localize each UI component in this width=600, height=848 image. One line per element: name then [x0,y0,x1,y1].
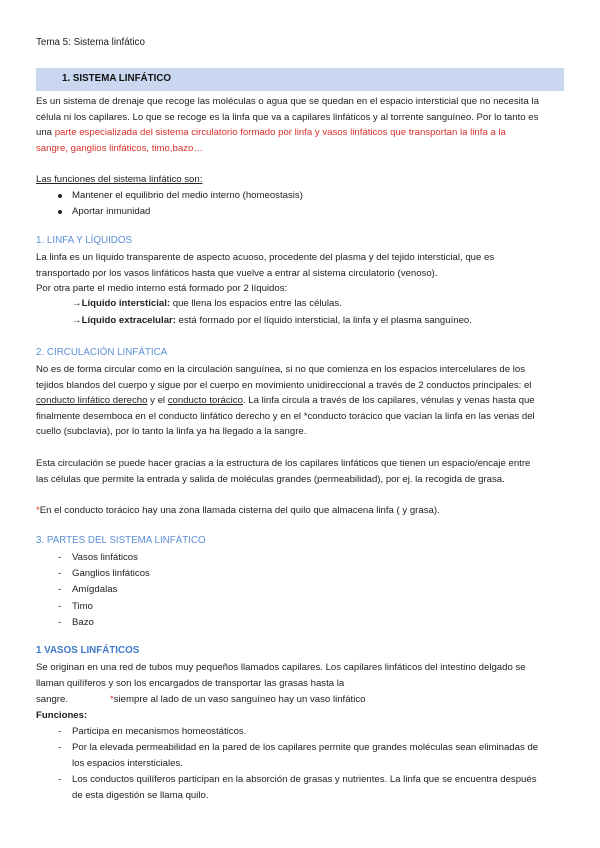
list-item: - Amígdalas [36,582,566,598]
liquido-intersticial-def: que llena los espacios entre las células. [170,298,342,309]
liquido-intersticial-item [72,298,342,309]
vasos-line-3-note: siempre al lado de un vaso sanguíneo hay un vaso linfático [113,694,366,705]
liquido-extracelular-def: está formado por el líquido intersticial, la linfa y el plasma sanguíneo. [175,315,472,326]
vasos-line-3 [36,692,566,708]
circulacion-line-1: No es de forma circular como en la circulación sanguínea, si no que comienza en los espacios intercelulares de los [36,364,526,375]
linfa-line-2: transportado por los vasos linfáticos hasta que vuelve a entrar al sistema circulatorio (venoso). [36,268,438,279]
note-asterisk: * [36,505,40,516]
list-item-line: Por la elevada permeabilidad en la pared de los capilares permite que grandes moléculas sean eliminadas de [72,742,539,753]
vasos-heading: 1 VASOS LINFÁTICOS [36,645,140,656]
intro-line-2: célula ni los capilares. Lo que se recoge es la linfa que va a capilares linfáticos y al torrente sanguíneo. Por lo tanto es [36,112,539,123]
linfa-line-1: La linfa es un líquido transparente de aspecto acuoso, procedente del plasma y del tejido intersticial, que es [36,252,495,263]
list-item-line: los espacios intersticiales. [72,758,183,769]
note-text: En el conducto torácico hay una zona llamada cisterna del quilo que almacena linfa ( y grasa). [39,505,440,516]
vasos-asterisk: * [110,694,114,705]
section-1-heading: 1. SISTEMA LINFÁTICO [62,73,172,84]
intro-line-4: sangre, ganglios linfáticos, timo,bazo… [36,143,203,154]
circulacion-line-2: tejidos blandos del cuerpo y sigue por el cuerpo en movimiento unidireccional a través de 2 conductos principales: el [36,380,532,391]
list-item: Mantener el equilibrio del medio interno (homeostasis) [36,188,303,204]
conducto-toracico-term: conducto torácico [167,395,243,406]
list-item-line: Los conductos quilíferos participan en la absorción de grasas y nutrientes. La linfa que se encuentra después [72,774,537,785]
liquido-intersticial-term: →Líquido intersticial: [72,298,171,309]
vasos-line-1: Se originan en una red de tubos muy pequeños llamados capilares. Los capilares linfáticos del intestino delgado se [36,662,526,673]
circulacion-line-5: cuello (subclavia), por lo tanto la linfa ya ha llegado a la sangre. [36,426,307,437]
cisterna-note [36,503,566,519]
liquido-extracelular-item [72,315,472,326]
conducto-derecho-term: conducto linfático derecho [36,395,148,406]
vasos-funciones-list [36,724,566,804]
list-item: Aportar inmunidad [36,204,303,220]
list-item: - Timo [36,599,566,615]
vasos-funciones-label: Funciones: [36,710,88,721]
circulacion-p2-line-1: Esta circulación se puede hacer gracias a la estructura de los capilares linfáticos que tienen un espacio/encaje entre [36,458,531,469]
intro-red-text: parte especializada del sistema circulatorio formado por linfa y vasos linfáticos que transportan la linfa a la [54,127,506,138]
list-item: - Vasos linfáticos [36,550,566,566]
circulacion-line-3 [36,393,566,409]
list-item: - Ganglios linfáticos [36,566,566,582]
circulacion-line-4: finalmente desemboca en el conducto linfático derecho y en el *conducto torácico que vacían la linfa en las venas del [36,411,535,422]
partes-heading: 3. PARTES DEL SISTEMA LINFÁTICO [36,535,206,546]
list-item: - Participa en mecanismos homeostáticos. [36,724,566,740]
vasos-line-3-start: sangre. [36,694,68,705]
circulacion-heading: 2. CIRCULACIÓN LINFÁTICA [36,347,168,358]
list-item [36,772,566,804]
liquido-extracelular-term: →Líquido extracelular: [72,315,176,326]
list-item-line: de esta digestión se llama quilo. [72,790,209,801]
section-1-heading-bar [36,68,564,91]
intro-line-1: Es un sistema de drenaje que recoge las moléculas o agua que se quedan en el espacio intersticial que no necesita la [36,96,539,107]
linfa-heading: 1. LINFA Y LÍQUIDOS [36,235,133,246]
vasos-line-2: llaman quilíferos y son los encargados de transportar las grasas hasta la [36,678,345,689]
funciones-label: Las funciones del sistema linfático son: [36,174,203,185]
partes-list [36,550,566,631]
circulacion-p2-line-2: las células que permite la entrada y salida de moléculas grandes (permeabilidad), por ej. la recogida de grasa. [36,474,505,485]
intro-line-3 [36,125,566,141]
intro-plain-text: una [36,127,55,138]
list-item [36,740,566,772]
document-title: Tema 5: Sistema linfático [36,37,145,48]
funciones-list [36,188,303,220]
circulacion-line-3-end: . La linfa circula a través de los capilares, vénulas y venas hasta que [242,395,535,406]
conjunction-text: y el [147,395,168,406]
list-item: - Bazo [36,615,566,631]
linfa-line-3: Por otra parte el medio interno está formado por 2 líquidos: [36,283,288,294]
